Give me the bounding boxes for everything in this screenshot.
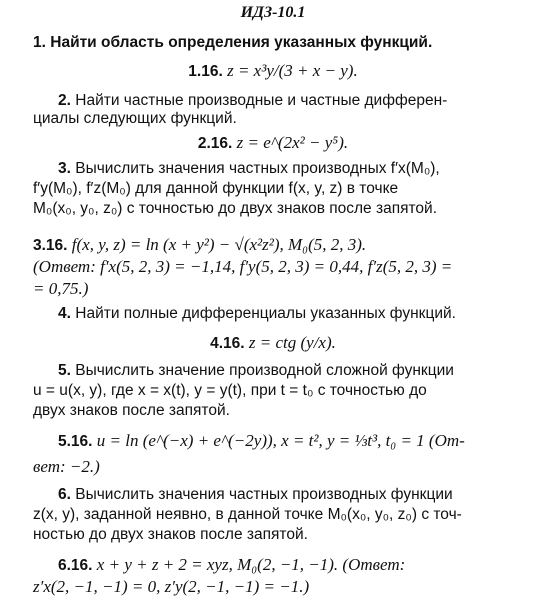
task-3-answer-line-1: (Ответ: f′x(5, 2, 3) = −1,14, f′y(5, 2, 3) = 0,44, f′z(5, 2, 3) =	[33, 257, 453, 276]
example-5-number: 5.16.	[58, 433, 93, 450]
task-6-text-1: Вычислить значения частных производных функции	[75, 486, 453, 503]
example-1-formula: z = x³y/(3 + x − y).	[227, 61, 358, 80]
task-2-statement-line-1	[58, 92, 447, 110]
task-5-text-1: Вычислить значение производной сложной функции	[75, 362, 454, 379]
task-2-statement-line-2: циалы следующих функций.	[33, 110, 237, 127]
task-2-text-1: Найти частные производные и частные дифферен-	[75, 92, 448, 109]
task-3-statement-line-3: M₀(x₀, y₀, z₀) с точностью до двух знаков после запятой.	[33, 200, 437, 217]
task-5-statement-line-3: двух знаков после запятой.	[33, 402, 230, 419]
example-4-formula: z = ctg (y/x).	[248, 333, 336, 352]
task-5-statement-line-2: u = u(x, y), где x = x(t), y = y(t), при t = t₀ с точностью до	[33, 382, 427, 399]
task-5-number: 5.	[58, 362, 71, 379]
task-6-statement-line-3: ностью до двух знаков после запятой.	[33, 526, 308, 543]
task-3-example-line-1	[33, 236, 366, 255]
task-1-example	[0, 62, 546, 81]
task-3-statement-line-2: f′y(M₀), f′z(M₀) для данной функции f(x, y, z) в точке	[33, 180, 399, 197]
task-2-example	[0, 134, 546, 153]
task-6-statement-line-2: z(x, y), заданной неявно, в данной точке M₀(x₀, y₀, z₀) с точ-	[33, 506, 462, 523]
task-3-statement-line-1	[58, 160, 440, 178]
example-5-formula: u = ln (e^(−x) + e^(−2y)), x = t², y = ⅓t³, t₀ = 1 (От-	[96, 431, 465, 450]
task-4-statement	[58, 305, 456, 323]
task-6-number: 6.	[58, 486, 71, 503]
task-1-text: Найти область определения указанных функций.	[50, 34, 433, 51]
example-1-number: 1.16.	[188, 63, 223, 80]
task-4-text: Найти полные дифференциалы указанных функций.	[75, 305, 456, 322]
example-6-number: 6.16.	[58, 557, 93, 574]
task-5-statement-line-1	[58, 362, 454, 380]
task-4-number: 4.	[58, 305, 71, 322]
task-6-answer: z′x(2, −1, −1) = 0, z′y(2, −1, −1) = −1.)	[33, 577, 310, 596]
example-3-number: 3.16.	[33, 237, 68, 254]
task-1-statement	[33, 34, 432, 52]
task-1-number: 1.	[33, 34, 46, 51]
task-5-answer: вет: −2.)	[33, 457, 100, 476]
example-3-formula: f(x, y, z) = ln (x + y²) − √(x²z²), M₀(5, 2, 3).	[71, 235, 367, 254]
task-3-text-1: Вычислить значения частных производных f′x(M₀),	[75, 160, 440, 177]
task-6-statement-line-1	[58, 486, 453, 504]
example-2-formula: z = e^(2x² − y⁵).	[236, 133, 349, 152]
task-3-answer-line-2: = 0,75.)	[33, 279, 89, 298]
task-2-number: 2.	[58, 92, 71, 109]
task-3-number: 3.	[58, 160, 71, 177]
example-6-formula: x + y + z + 2 = xyz, M₀(2, −1, −1). (Ответ:	[96, 555, 406, 574]
example-4-number: 4.16.	[210, 335, 245, 352]
task-5-example-line-1	[58, 432, 465, 451]
task-4-example	[0, 334, 546, 353]
example-2-number: 2.16.	[197, 135, 233, 152]
task-6-example-line-1	[58, 556, 405, 575]
document-title: ИДЗ-10.1	[240, 4, 306, 21]
